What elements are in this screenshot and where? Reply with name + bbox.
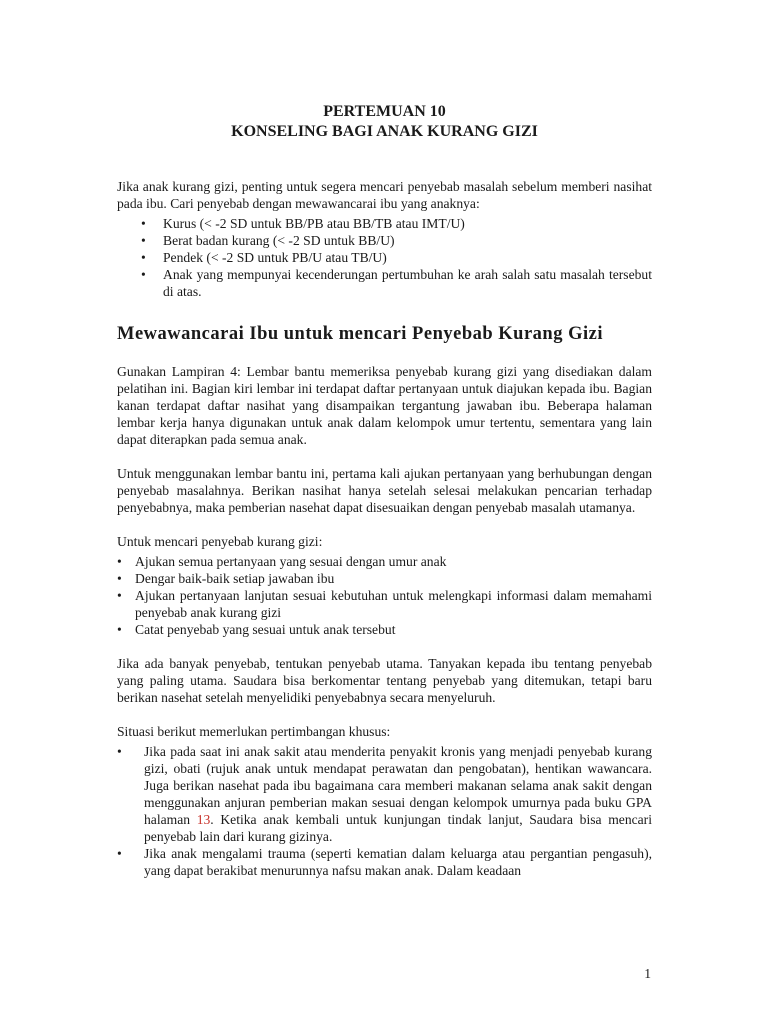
list-item: • Ajukan pertanyaan lanjutan sesuai kebutuhan untuk melengkapi informasi dalam memahami penyebab anak kurang gizi xyxy=(117,588,652,620)
list-item: • Kurus (< -2 SD untuk BB/PB atau BB/TB atau IMT/U) xyxy=(141,216,465,231)
bullet-icon: • xyxy=(117,571,122,586)
section-paragraph-4: Jika ada banyak penyebab, tentukan penyebab utama. Tanyakan kepada ibu tentang penyebab yang paling utama. Saudara bisa berkomentar tentang penyebab yang ditemukan, tetapi baru berikan nasehat setelah menyelidiki penyebabnya secara menyeluruh. xyxy=(117,656,652,705)
section-heading: Mewawancarai Ibu untuk mencari Penyebab Kurang Gizi xyxy=(117,324,603,344)
bullet-icon: • xyxy=(141,250,146,265)
list-item: • Jika pada saat ini anak sakit atau menderita penyakit kronis yang menjadi penyebab kurang gizi, obati (rujuk anak untuk mendapat perawatan dan pengobatan), hentikan wawancara. Juga berikan nasehat pada ibu bagaimana cara memberi makanan selama anak sakit dengan menggunakan anjuran pemberian makan sesuai dengan kelompok umurnya pada buku GPA halaman 13. Ketika anak kembali untuk kunjungan tindak lanjut, Saudara bisa mencari penyebab lain dari kurang gizinya. xyxy=(117,744,652,844)
section-paragraph-2: Untuk menggunakan lembar bantu ini, pertama kali ajukan pertanyaan yang berhubungan dengan penyebab masalahnya. Berikan nasihat hanya setelah selesai melakukan pencarian terhadap penyebabnya, maka pemberian nasehat dapat disesuaikan dengan penyebab masalah utamanya. xyxy=(117,466,652,515)
page-reference-link[interactable]: 13 xyxy=(196,812,211,827)
bullet-icon: • xyxy=(117,554,122,569)
title-line-2: KONSELING BAGI ANAK KURANG GIZI xyxy=(231,123,538,140)
bullet-icon: • xyxy=(141,267,146,282)
list-item: • Ajukan semua pertanyaan yang sesuai dengan umur anak xyxy=(117,554,447,569)
list-item: • Anak yang mempunyai kecenderungan pertumbuhan ke arah salah satu masalah tersebut di atas. xyxy=(141,267,652,299)
list-item: • Berat badan kurang (< -2 SD untuk BB/U) xyxy=(141,233,395,248)
bullet-icon: • xyxy=(141,216,146,231)
steps-list xyxy=(117,553,652,638)
document-page xyxy=(117,102,652,879)
list-item: • Dengar baik-baik setiap jawaban ibu xyxy=(117,571,335,586)
page-number: 1 xyxy=(644,966,651,981)
bullet-icon: • xyxy=(117,588,122,603)
section-paragraph-3: Untuk mencari penyebab kurang gizi: xyxy=(117,534,323,549)
bullet-icon: • xyxy=(117,846,122,861)
bullet-icon: • xyxy=(117,744,122,759)
intro-list xyxy=(117,215,652,300)
title-line-1: PERTEMUAN 10 xyxy=(323,103,446,120)
bullet-icon: • xyxy=(117,622,122,637)
list-item: • Pendek (< -2 SD untuk PB/U atau TB/U) xyxy=(141,250,387,265)
section-paragraph-1: Gunakan Lampiran 4: Lembar bantu memeriksa penyebab kurang gizi yang disediakan dalam pelatihan ini. Bagian kiri lembar ini terdapat daftar pertanyaan untuk diajukan kepada ibu. Bagian kanan terdapat daftar nasihat yang disampaikan tergantung jawaban ibu. Beberapa halaman lembar kerja hanya digunakan untuk anak dalam kelompok umur tertentu, sementara yang lain dapat diterapkan pada semua anak. xyxy=(117,364,652,447)
bullet-icon: • xyxy=(141,233,146,248)
section-paragraph-5: Situasi berikut memerlukan pertimbangan khusus: xyxy=(117,724,391,739)
intro-paragraph: Jika anak kurang gizi, penting untuk segera mencari penyebab masalah sebelum memberi nasihat pada ibu. Cari penyebab dengan mewawancarai ibu yang anaknya: xyxy=(117,179,652,211)
document-title xyxy=(117,102,652,142)
special-situations-list xyxy=(117,743,652,879)
list-item: • Jika anak mengalami trauma (seperti kematian dalam keluarga atau pergantian pengasuh), yang dapat berakibat menurunnya nafsu makan anak. Dalam keadaan xyxy=(117,846,652,878)
list-item: • Catat penyebab yang sesuai untuk anak tersebut xyxy=(117,622,396,637)
